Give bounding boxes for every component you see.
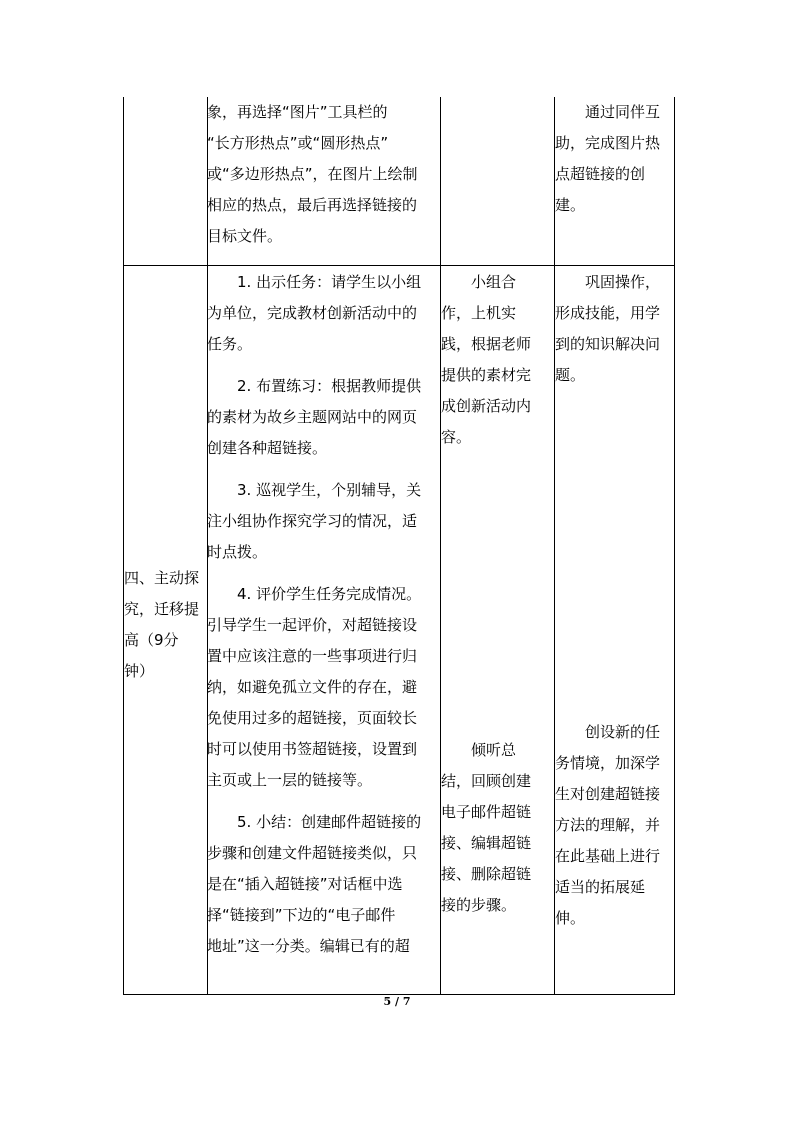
- evaluation-line: 引导学生一起评价，对超链接设: [207, 616, 418, 634]
- student-activity-line: 践，根据老师: [441, 335, 532, 353]
- evaluation-line: 4. 评价学生任务完成情况。: [237, 585, 422, 603]
- row1-procedure-line: 目标文件。: [207, 227, 283, 245]
- task-line: 为单位，完成教材创新活动中的: [207, 304, 418, 322]
- student-activity-line: 成创新活动内: [441, 397, 532, 415]
- student-activity-line: 倾听总: [471, 741, 517, 759]
- row1-procedure-line: “长方形热点”或“圆形热点”: [207, 134, 389, 152]
- stage-title-line: 高（9分: [124, 631, 179, 649]
- row1-procedure-line: 象，再选择“图片”工具栏的: [207, 103, 388, 121]
- intent-line: 形成技能，用学: [555, 304, 661, 322]
- student-activity-line: 电子邮件超链: [441, 803, 532, 821]
- intent-line: 创设新的任: [585, 723, 661, 741]
- guidance-line: 3. 巡视学生，个别辅导，关: [237, 481, 422, 499]
- evaluation-line: 时可以使用书签超链接，设置到: [207, 740, 418, 758]
- exercise-line: 的素材为故乡主题网站中的网页: [207, 408, 418, 426]
- task-line: 任务。: [207, 335, 253, 353]
- row2-intent-a: [555, 267, 673, 391]
- row1-intent-line: 通过同伴互: [585, 103, 661, 121]
- intent-line: 巩固操作，: [585, 273, 661, 291]
- intent-line: 伸。: [555, 909, 586, 927]
- row1-procedure-line: 或“多边形热点”，在图片上绘制: [207, 165, 418, 183]
- intent-line: 到的知识解决问: [555, 335, 661, 353]
- student-activity-line: 提供的素材完: [441, 366, 532, 384]
- student-activity-line: 接、编辑超链: [441, 834, 532, 852]
- row1-intent-cell: [555, 97, 673, 221]
- table-border-right: [674, 97, 675, 995]
- evaluation-line: 置中应该注意的一些事项进行归: [207, 647, 418, 665]
- row2-student-activity-a: [441, 267, 554, 453]
- row2-student-activity-b: [441, 735, 554, 921]
- intent-line: 生对创建超链接: [555, 785, 661, 803]
- table-border-left: [123, 97, 124, 995]
- row-divider: [123, 265, 675, 266]
- evaluation-line: 免使用过多的超链接，页面较长: [207, 709, 418, 727]
- student-activity-line: 结，回顾创建: [441, 772, 532, 790]
- row1-intent-line: 点超链接的创: [555, 165, 646, 183]
- summary-line: 择“链接到”下边的“电子邮件: [207, 906, 396, 924]
- student-activity-line: 容。: [441, 428, 472, 446]
- student-activity-line: 小组合: [471, 273, 517, 291]
- evaluation-line: 纳，如避免孤立文件的存在，避: [207, 678, 418, 696]
- student-activity-line: 接、删除超链: [441, 865, 532, 883]
- stage-title-line: 究，迁移提: [124, 600, 200, 618]
- row1-intent-line: 建。: [555, 196, 586, 214]
- guidance-line: 时点拨。: [207, 543, 268, 561]
- row1-intent-line: 助，完成图片热: [555, 134, 661, 152]
- exercise-line: 2. 布置练习：根据教师提供: [237, 377, 422, 395]
- row2-intent-b: [555, 717, 673, 934]
- evaluation-line: 主页或上一层的链接等。: [207, 771, 373, 789]
- student-activity-line: 作，上机实: [441, 304, 517, 322]
- stage-title-line: 钟）: [124, 662, 155, 680]
- row2-stage-cell: [124, 563, 207, 687]
- intent-line: 适当的拓展延: [555, 878, 646, 896]
- stage-title-line: 四、主动探: [124, 569, 200, 587]
- row2-procedure-cell: [207, 267, 440, 962]
- summary-line: 是在“插入超链接”对话框中选: [207, 875, 403, 893]
- row1-procedure-line: 相应的热点，最后再选择链接的: [207, 196, 418, 214]
- summary-line: 地址”这一分类。编辑已有的超: [207, 937, 410, 955]
- summary-line: 步骤和创建文件超链接类似，只: [207, 844, 418, 862]
- summary-line: 5. 小结：创建邮件超链接的: [237, 813, 422, 831]
- exercise-line: 创建各种超链接。: [207, 439, 328, 457]
- task-line: 1. 出示任务：请学生以小组: [237, 273, 422, 291]
- row1-procedure-cell: [207, 97, 440, 252]
- intent-line: 方法的理解，并: [555, 816, 661, 834]
- intent-line: 题。: [555, 366, 586, 384]
- student-activity-line: 接的步骤。: [441, 896, 517, 914]
- page-number: 5 / 7: [383, 995, 411, 1008]
- guidance-line: 注小组协作探究学习的情况，适: [207, 512, 418, 530]
- intent-line: 务情境，加深学: [555, 754, 661, 772]
- intent-line: 在此基础上进行: [555, 847, 661, 865]
